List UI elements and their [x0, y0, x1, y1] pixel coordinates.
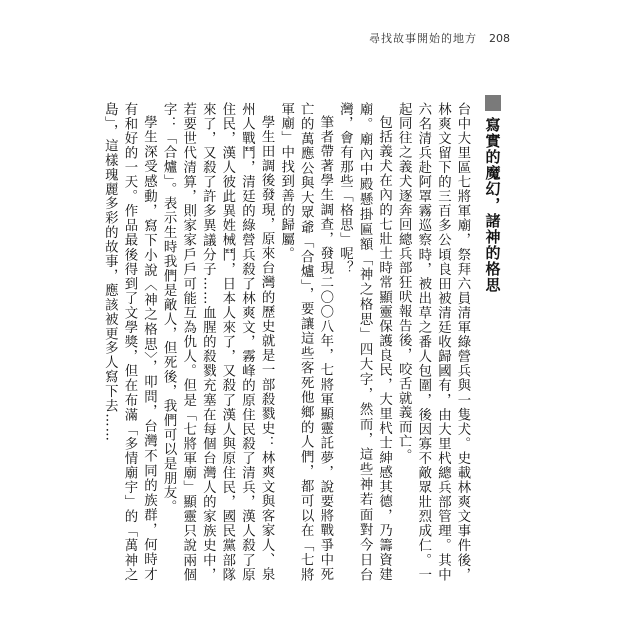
running-header — [369, 30, 510, 46]
paragraph-1: 台中大里區七將軍廟，祭拜六員清軍綠營兵與一隻犬。史載林爽文事件後，林爽文留下的三百多公頃良田被清廷收歸國有，由大里杙總兵部管理。其中六名清兵赴阿罩霧巡察時，被出草之番人包圍，後因寡不敵眾壯烈成仁。一起同往之義犬逐奔回總兵部狂吠報告後，咬舌就義而亡。 — [396, 102, 470, 582]
paragraph-5: 學生深受感動，寫下小說〈神之格思〉，叩問，台灣不同的族群，何時才有和好的一天。作品最後得到了文學獎，但在布滿「多情廟宇」的「萬神之島」，這樣瑰麗多彩的故事，應該被更多人寫下去…… — [102, 102, 157, 582]
page-number: 208 — [489, 31, 510, 45]
section-heading-block — [484, 95, 502, 293]
body-text — [104, 102, 472, 582]
running-header-title: 尋找故事開始的地方 — [369, 32, 477, 45]
section-marker-square — [485, 95, 501, 111]
section-heading: 寫實的魔幻，諸神的格思 — [483, 117, 502, 293]
paragraph-4: 學生田調後發現，原來台灣的歷史就是一部殺戮史：林爽文與客家人、泉州人戰鬥，清廷的綠營兵殺了林爽文，霧峰的原住民殺了清兵，漢人殺了原住民，漢人彼此異姓械鬥，日本人來了，又殺了漢人與原住民，國民黨部隊來了，又殺了許多異議分子……血腥的殺戮充塞在每個台灣人的家族史中，若要世代清算，則家家戶戶可能互為仇人。但是「七將軍廟」顯靈只說兩個字：「合爐」。表示生時我們是敵人，但死後，我們可以是朋友。 — [161, 102, 275, 582]
paragraph-2: 包括義犬在內的七壯士時常顯靈保護良民，大里杙士紳感其德，乃籌資建廟。廟內中殿懸掛匾額「神之格思」四大字，然而，這些神若面對今日台灣，會有那些「格思」呢？ — [337, 102, 392, 582]
paragraph-3: 筆者帶著學生調查，發現二〇〇八年，七將軍顯靈託夢，說要將戰爭中死亡的萬應公與大眾爺「合爐」，要讓這些客死他鄉的人們，都可以在「七將軍廟」中找到善的歸屬。 — [278, 102, 333, 582]
